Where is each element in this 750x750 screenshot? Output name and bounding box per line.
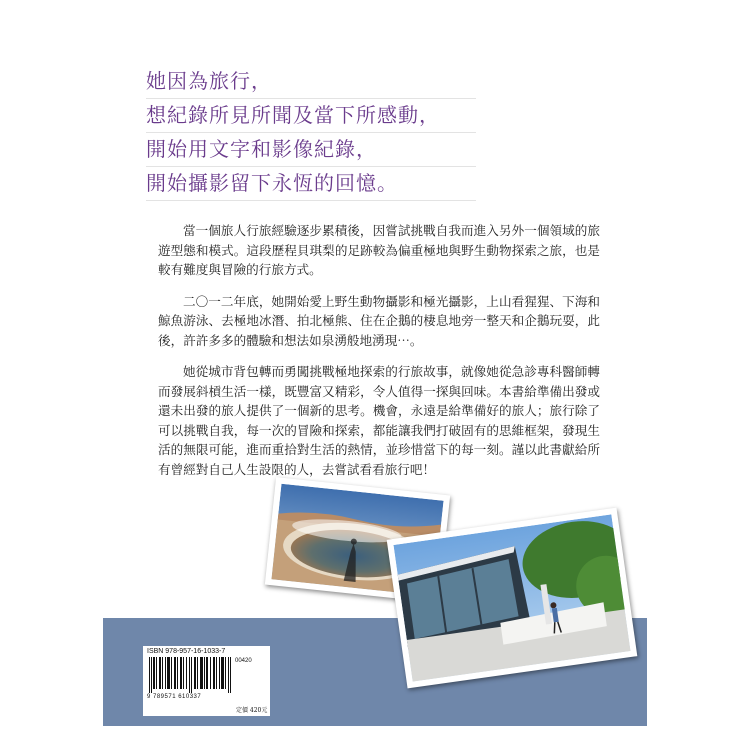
barcode-icon	[149, 657, 233, 693]
isbn-barcode-block	[143, 646, 270, 716]
quote-line: 開始用文字和影像紀錄，	[146, 134, 476, 167]
blurb-paragraph: 二〇一二年底，她開始愛上野生動物攝影和極光攝影，上山看猩猩、下海和鯨魚游泳、去極地冰潛、拍北極熊、住在企鵝的棲息地旁一整天和企鵝玩耍，此後，許許多多的體驗和想法如泉湧般地湧現⋯。	[158, 293, 600, 348]
quote-line: 她因為旅行，	[146, 66, 476, 99]
blurb-paragraph: 當一個旅人行旅經驗逐步累積後，因嘗試挑戰自我而進入另外一個領域的旅遊型態和模式。這段歷程貝琪梨的足跡較為偏重極地與野生動物探索之旅，也是較有難度與冒險的行旅方式。	[158, 223, 600, 277]
book-back-cover	[103, 53, 647, 726]
blurb-paragraph: 她從城市背包轉而勇闖挑戰極地探索的行旅故事，就像她從急診專科醫師轉而發展斜槓生活一樣，既豐富又精彩，令人值得一探與回味。本書給準備出發或還未出發的旅人提供了一個新的思考。機會，永遠是給準備好的旅人；旅行除了可以挑戰自我，每一次的冒險和探索，都能讓我們打破固有的思維框架，發現生活的無限可能，進而重拾對生活的熱情，並珍惜當下的每一刻。謹以此書獻給所有曾經對自己人生設限的人，去嘗試看看旅行吧！	[158, 364, 600, 477]
cover-quote	[146, 66, 476, 202]
isbn-digits: 9 789571 610337	[147, 694, 202, 700]
price-code: 00420	[235, 658, 252, 664]
photo-modern-building	[387, 508, 638, 689]
quote-line: 開始攝影留下永恆的回憶。	[146, 168, 476, 201]
quote-line: 想紀錄所見所聞及當下所感動，	[146, 100, 476, 133]
blurb-text	[158, 221, 600, 491]
modern-building-image	[393, 514, 630, 681]
isbn-label: ISBN 978-957-16-1033-7	[147, 648, 226, 655]
price-label: 定價 420元	[236, 707, 268, 714]
